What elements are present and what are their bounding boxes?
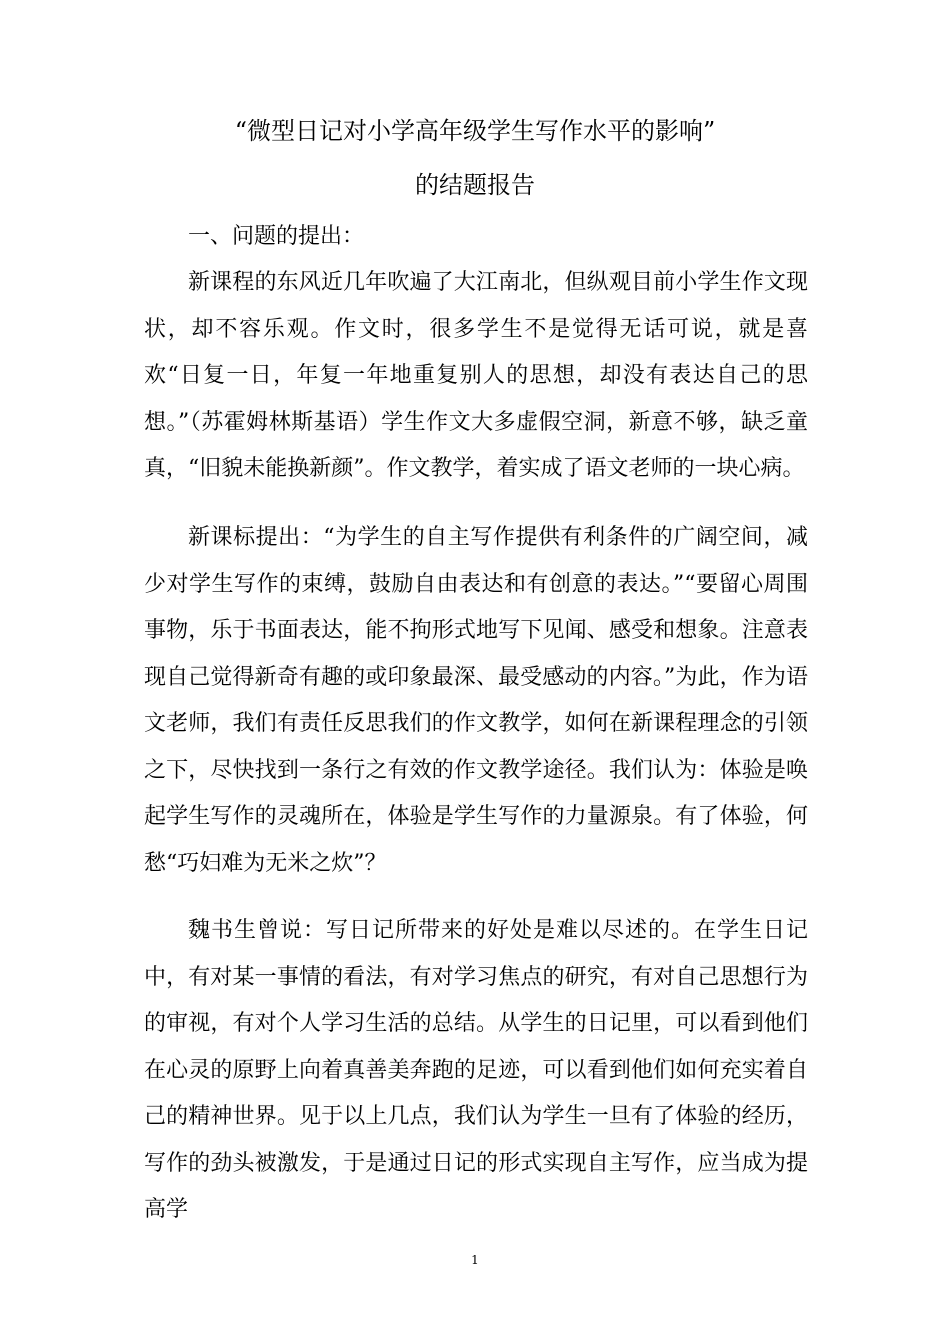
paragraph-1-block	[144, 260, 808, 493]
report-title-line-2: 的结题报告	[415, 171, 535, 199]
paragraph: 新课程的东风近几年吹遍了大江南北，但纵观目前小学生作文现状，却不容乐观。作文时，很多学生不是觉得无话可说，就是喜欢“日复一日，年复一年地重复别人的思想，却没有表达自己的思想。”（苏霍姆林斯基语）学生作文大多虚假空洞，新意不够，缺乏童真，“旧貌未能换新颜”。作文教学，着实成了语文老师的一块心病。	[144, 270, 808, 481]
paragraph: 新课标提出：“为学生的自主写作提供有利条件的广阔空间，减少对学生写作的束缚，鼓励自由表达和有创意的表达。”“要留心周围事物，乐于书面表达，能不拘形式地写下见闻、感受和想象。注意表现自己觉得新奇有趣的或印象最深、最受感动的内容。”为此，作为语文老师，我们有责任反思我们的作文教学，如何在新课程理念的引领之下，尽快找到一条行之有效的作文教学途径。我们认为：体验是唤起学生写作的灵魂所在，体验是学生写作的力量源泉。有了体验，何愁“巧妇难为无米之炊”？	[144, 525, 808, 876]
paragraph-2-block	[144, 515, 808, 887]
report-title-line-1: “微型日记对小学高年级学生写作水平的影响”	[234, 117, 716, 145]
section-heading: 一、问题的提出：	[188, 224, 365, 249]
paragraph-3-block	[144, 908, 808, 1234]
page-number: 1	[471, 1253, 479, 1267]
paragraph: 魏书生曾说：写日记所带来的好处是难以尽述的。在学生日记中，有对某一事情的看法，有对学习焦点的研究，有对自己思想行为的审视，有对个人学习生活的总结。从学生的日记里，可以看到他们在心灵的原野上向着真善美奔跑的足迹，可以看到他们如何充实着自己的精神世界。见于以上几点，我们认为学生一旦有了体验的经历，写作的劲头被激发，于是通过日记的形式实现自主写作，应当成为提高学	[144, 918, 808, 1222]
